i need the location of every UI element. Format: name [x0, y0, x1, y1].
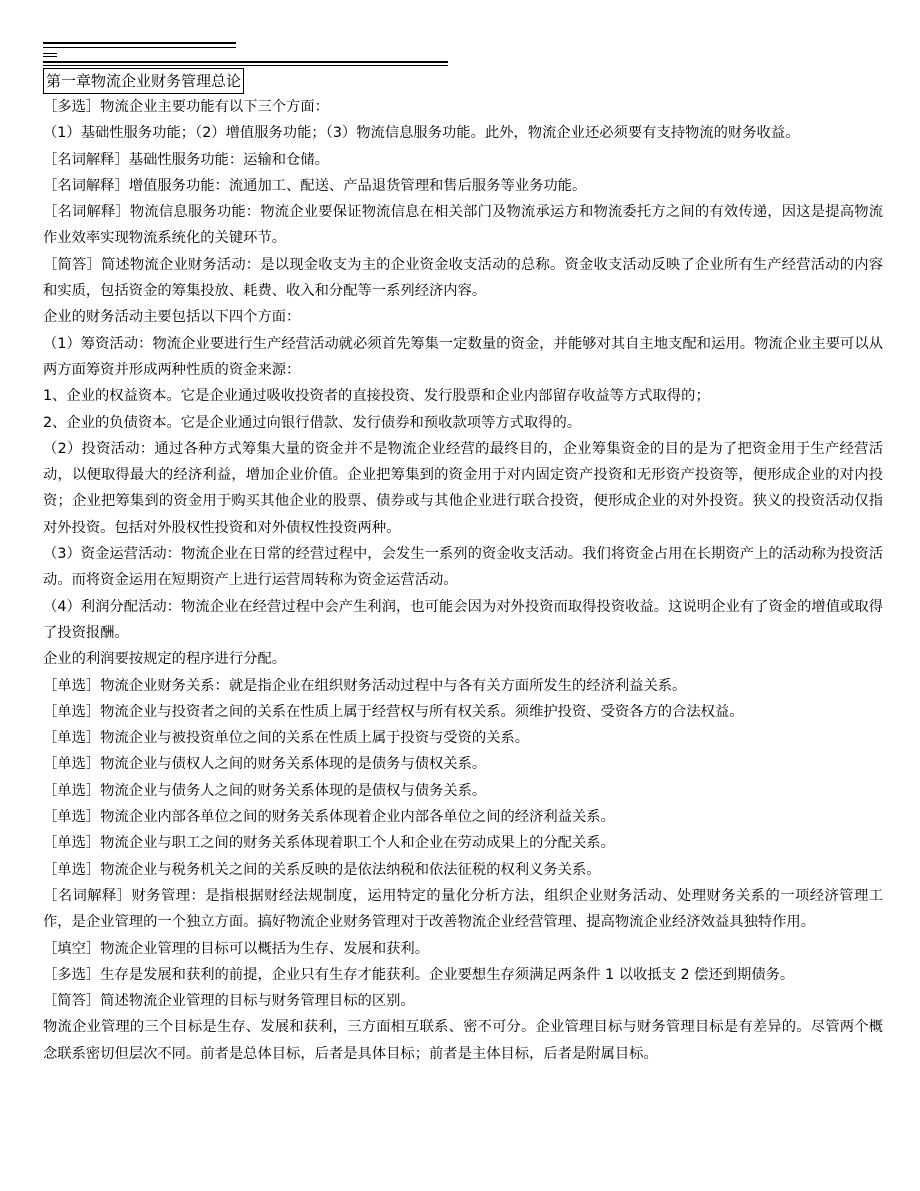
document-body [43, 94, 883, 1067]
paragraph: ［简答］简述物流企业管理的目标与财务管理目标的区别。 [43, 993, 415, 1010]
paragraph: （1）筹资活动：物流企业要进行生产经营活动就必须首先筹集一定数量的资金，并能够对其自主地支配和运用。物流企业主要可以从两方面筹资并形成两种性质的资金来源： [43, 335, 883, 378]
header-rule-long-2 [43, 65, 448, 66]
paragraph: ［单选］物流企业与职工之间的财务关系体现着职工个人和企业在劳动成果上的分配关系。 [43, 835, 615, 852]
paragraph: 企业的利润要按规定的程序进行分配。 [43, 651, 287, 668]
paragraph: 2、企业的负债资本。它是企业通过向银行借款、发行债券和预收款项等方式取得的。 [43, 414, 582, 431]
paragraph: ［单选］物流企业与债权人之间的财务关系体现的是债务与债权关系。 [43, 756, 487, 773]
paragraph: ［简答］简述物流企业财务活动：是以现金收支为主的企业资金收支活动的总称。资金收支活动反映了企业所有生产经营活动的内容和实质，包括资金的筹集投放、耗费、收入和分配等一系列经济内容。 [43, 256, 883, 300]
header-rule-long [43, 61, 448, 63]
paragraph: （4）利润分配活动：物流企业在经营过程中会产生利润，也可能会因为对外投资而取得投资收益。这说明企业有了资金的增值或取得了投资报酬。 [43, 598, 883, 641]
paragraph: ［名词解释］基础性服务功能：运输和仓储。 [43, 151, 329, 168]
paragraph: 企业的财务活动主要包括以下四个方面： [43, 309, 301, 326]
header-rule-second [43, 47, 236, 48]
header-rule-short-2 [43, 56, 57, 57]
header-rule-top [43, 42, 236, 44]
paragraph: 物流企业管理的三个目标是生存、发展和获利，三方面相互联系、密不可分。企业管理目标与财务管理目标是有差异的。尽管两个概念联系密切但层次不同。前者是总体目标，后者是具体目标；前者是主体目标，后者是附属目标。 [43, 1019, 883, 1062]
paragraph: ［单选］物流企业内部各单位之间的财务关系体现着企业内部各单位之间的经济利益关系。 [43, 809, 615, 826]
paragraph: ［多选］生存是发展和获利的前提，企业只有生存才能获利。企业要想生存须满足两条件 1 以收抵支 2 偿还到期债务。 [43, 966, 795, 983]
paragraph: （1）基础性服务功能；（2）增值服务功能；（3）物流信息服务功能。此外，物流企业还必须要有支持物流的财务收益。 [43, 125, 800, 142]
chapter-title: 第一章物流企业财务管理总论 [43, 68, 244, 94]
paragraph: ［名词解释］财务管理：是指根据财经法规制度，运用特定的量化分析方法，组织企业财务活动、处理财务关系的一项经济管理工作，是企业管理的一个独立方面。搞好物流企业财务管理对于改善物流企业经营管理、提高物流企业经济效益具独特作用。 [43, 887, 883, 931]
paragraph: ［多选］物流企业主要功能有以下三个方面： [43, 99, 329, 115]
paragraph: （2）投资活动：通过各种方式筹集大量的资金并不是物流企业经营的最终目的，企业筹集资金的目的是为了把资金用于生产经营活动，以便取得最大的经济利益，增加企业价值。企业把筹集到的资金用于对内固定资产投资和无形资产投资等，便形成企业的对内投资；企业把筹集到的资金用于购买其他企业的股票、债券或与其他企业进行联合投资，便形成企业的对外投资。狭义的投资活动仅指对外投资。包括对外股权性投资和对外债权性投资两种。 [43, 440, 883, 536]
paragraph: ［填空］物流企业管理的目标可以概括为生存、发展和获利。 [43, 940, 430, 957]
paragraph: ［名词解释］增值服务功能：流通加工、配送、产品退货管理和售后服务等业务功能。 [43, 177, 587, 194]
paragraph: ［名词解释］物流信息服务功能：物流企业要保证物流信息在相关部门及物流承运方和物流委托方之间的有效传递，因这是提高物流作业效率实现物流系统化的关键环节。 [43, 204, 883, 247]
paragraph: ［单选］物流企业财务关系：就是指企业在组织财务活动过程中与各有关方面所发生的经济利益关系。 [43, 677, 687, 694]
paragraph: ［单选］物流企业与债务人之间的财务关系体现的是债权与债务关系。 [43, 782, 487, 799]
paragraph: 1、企业的权益资本。它是企业通过吸收投资者的直接投资、发行股票和企业内部留存收益等方式取得的； [43, 388, 710, 405]
header-rule-short-1 [43, 53, 57, 54]
paragraph: （3）资金运营活动：物流企业在日常的经营过程中，会发生一系列的资金收支活动。我们将资金占用在长期资产上的活动称为投资活动。而将资金运用在短期资产上进行运营周转称为资金运营活动。 [43, 546, 883, 589]
paragraph: ［单选］物流企业与投资者之间的关系在性质上属于经营权与所有权关系。须维护投资、受资各方的合法权益。 [43, 703, 744, 720]
paragraph: ［单选］物流企业与税务机关之间的关系反映的是依法纳税和依法征税的权利义务关系。 [43, 861, 601, 878]
paragraph: ［单选］物流企业与被投资单位之间的关系在性质上属于投资与受资的关系。 [43, 730, 530, 747]
